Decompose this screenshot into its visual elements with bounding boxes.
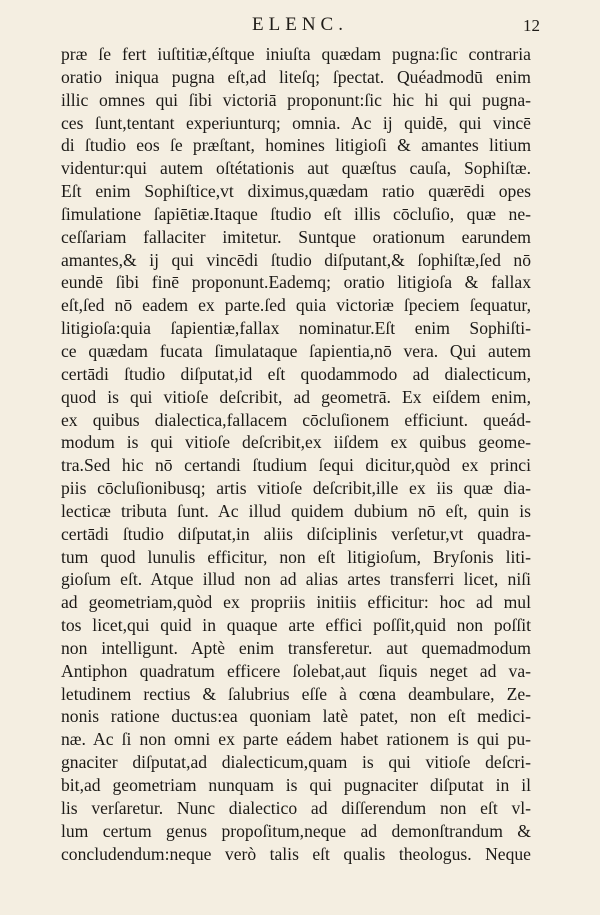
- text-line: amantes,& ij qui vincēdi ſtudio diſputant,& ſophiſtæ,ſed nō: [61, 249, 531, 270]
- text-line: letudinem rectius & ſalubrius eſſe à cœna deambulare, Ze-: [61, 683, 531, 704]
- text-line: lecticæ tributa ſunt. Ac illud quidem dubium nō eſt, quin is: [61, 500, 531, 521]
- text-line: tum quod lunulis efficitur, non eſt litigioſum, Bryſonis liti-: [61, 546, 531, 567]
- text-line: ces ſunt,tentant experiunturq; omnia. Ac ij quidē, qui vincē: [61, 112, 531, 133]
- text-line: eſt,ſed nō eadem ex parte.ſed quia victoriæ ſpeciem ſequatur,: [61, 295, 531, 316]
- text-line: Eſt enim Sophiſtice,vt diximus,quædam ratio quærēdi opes: [61, 181, 531, 202]
- text-line: præ ſe fert iuſtitiæ,éſtque iniuſta quædam pugna:ſic contraria: [61, 44, 531, 64]
- text-line: modum is qui vitioſe deſcribit,ex iiſdem ex quibus geome-: [61, 432, 531, 453]
- text-line: lum certum genus propoſitum,neque ad demonſtrandum &: [61, 820, 531, 841]
- text-line: Antiphon quadratum efficere ſolebat,aut ſiquis neget ad va-: [61, 660, 531, 681]
- text-line: ceſſariam fallaciter imitetur. Suntque orationum earundem: [61, 226, 531, 247]
- running-head: ELENC.: [252, 14, 348, 35]
- text-line: illic omnes qui ſibi victoriā proponunt:ſic hic hi qui pugna-: [61, 89, 531, 110]
- text-line: ſimulatione ſapiētiæ.Itaque ſtudio eſt illis cōcluſio, quæ ne-: [61, 203, 531, 224]
- text-line: gioſum eſt. Atque illud non ad alias artes transferri licet, niſi: [61, 569, 531, 590]
- text-line: concludendum:neque verò talis eſt qualis theologus. Neque: [61, 843, 531, 864]
- text-line: quod is qui vitioſe deſcribit, ad geometrā. Ex eiſdem enim,: [61, 386, 531, 407]
- text-line: ad geometriam,quòd ex propriis initiis efficitur: hoc ad mul: [61, 592, 531, 613]
- text-line: bit,ad geometriam nunquam is qui pugnaciter diſputat in il: [61, 775, 531, 795]
- text-line: certādi ſtudio diſputat,id eſt quodammodo ad dialecticum,: [61, 363, 531, 384]
- text-line: videntur:qui autem oſtétationis aut quæſtus cauſa, Sophiſtæ.: [61, 158, 531, 179]
- text-line: certādi ſtudio diſputat,in aliis diſciplinis verſetur,vt quadra-: [61, 523, 531, 544]
- text-line: non intelligunt. Aptè enim transferetur. aut quemadmodum: [61, 637, 531, 658]
- text-line: piis cōcluſionibusq; artis vitioſe deſcribit,ille ex iis quæ dia-: [61, 478, 531, 499]
- text-line: litigioſa:quia ſapientiæ,fallax nominatur.Eſt enim Sophiſti-: [61, 318, 531, 339]
- text-line: oratio iniqua pugna eſt,ad liteſq; ſpectat. Quéadmodū enim: [61, 66, 531, 87]
- text-line: ex quibus dialectica,fallacem cōcluſionem efficiunt. queád-: [61, 409, 531, 430]
- text-line: ce quædam fucata ſimulataque ſapientia,nō vera. Qui autem: [61, 340, 531, 361]
- text-line: næ. Ac ſi non omni ex parte eádem habet rationem is qui pu-: [61, 729, 531, 750]
- page-number: 12: [523, 16, 540, 35]
- text-line: eundē ſibi finē proponunt.Eademq; oratio litigioſa & fallax: [61, 272, 531, 293]
- text-line: tos licet,qui quid in quaque arte effici poſſit,quid non poſſit: [61, 615, 531, 636]
- text-line: tra.Sed hic nō certandi ſtudium ſequi dicitur,quòd ex princi: [61, 455, 531, 476]
- page-header: [0, 14, 600, 40]
- text-line: di ſtudio eos ſe præſtant, homines litigioſi & amantes litium: [61, 135, 531, 156]
- text-line: lis verſaretur. Nunc dialectico ad diſſerendum non eſt vl-: [61, 797, 531, 818]
- text-line: gnaciter diſputat,ad dialecticum,quam is qui vitioſe deſcri-: [61, 752, 531, 773]
- body-text: [61, 43, 531, 865]
- text-line: nonis ratione ductus:ea quoniam latè patet, non eſt medici-: [61, 706, 531, 727]
